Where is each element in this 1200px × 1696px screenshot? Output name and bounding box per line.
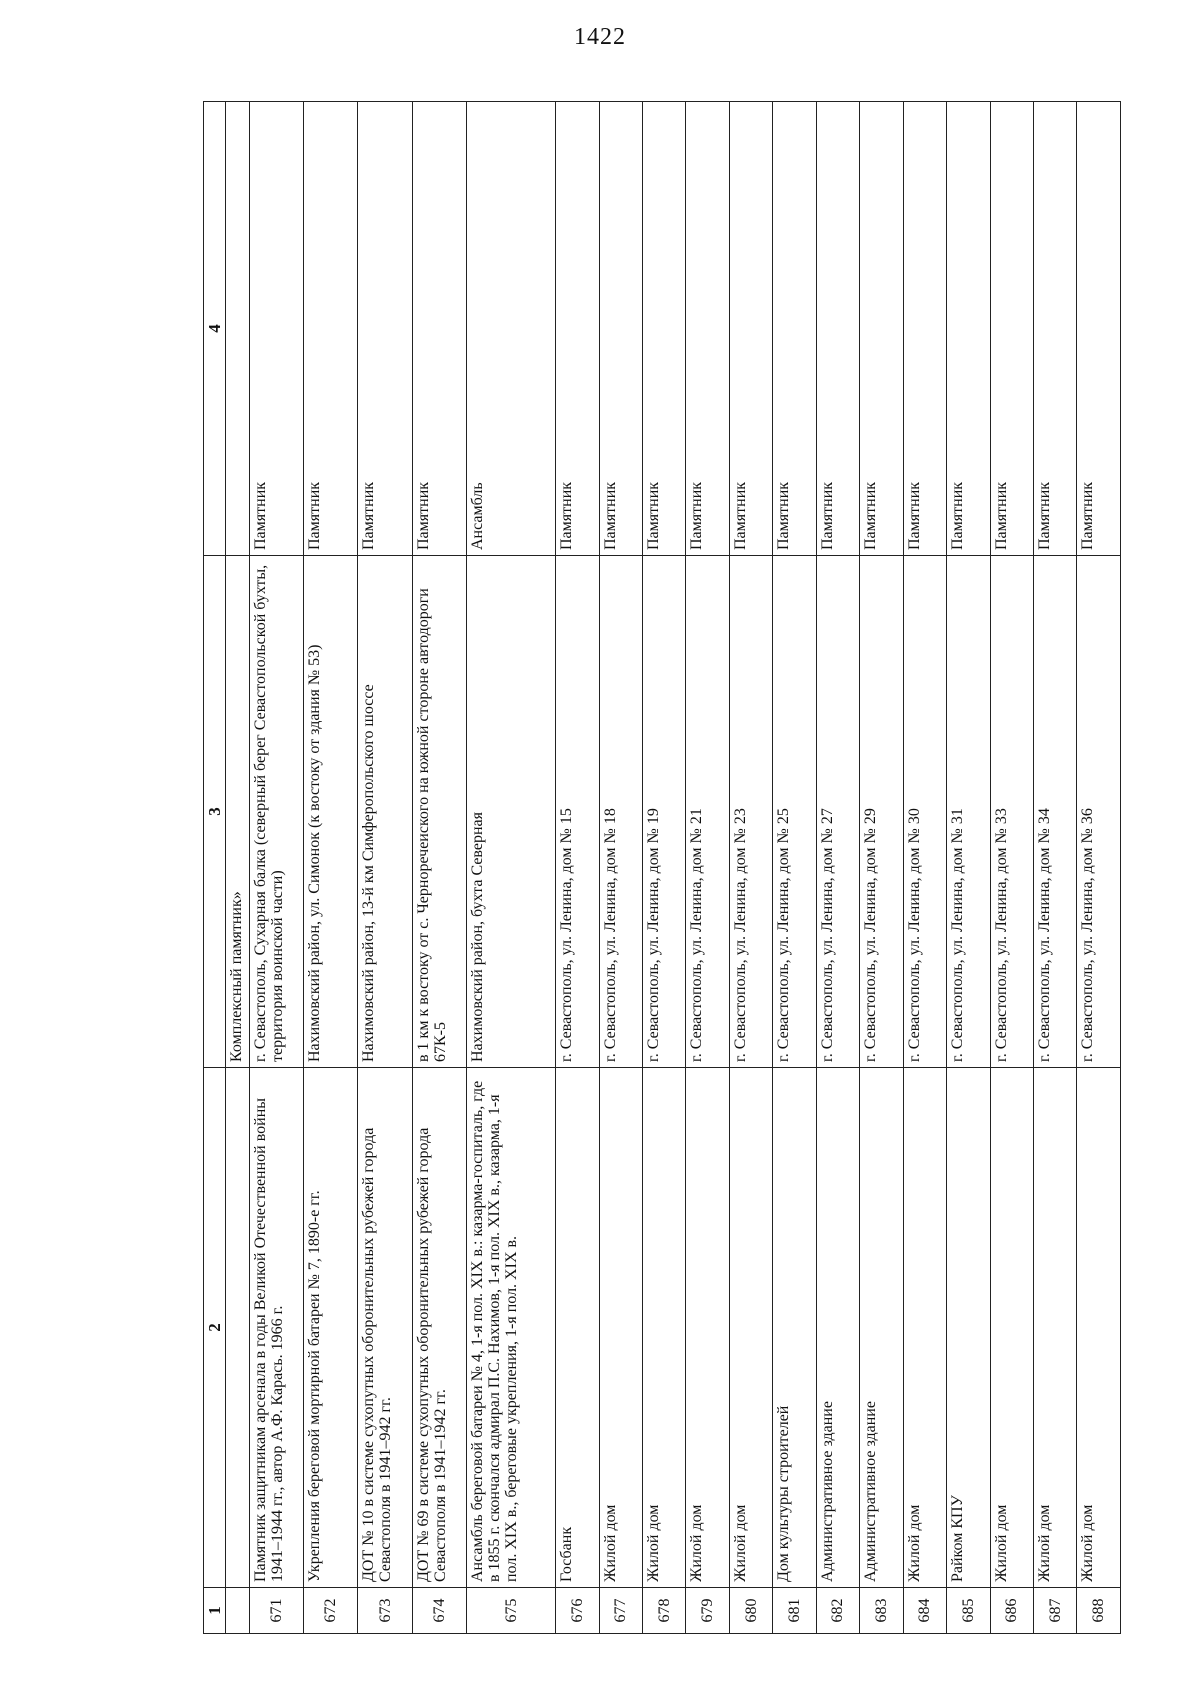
- row-type: Памятник: [249, 102, 303, 556]
- row-address: г. Севастополь, ул. Ленина, дом № 34: [1033, 556, 1076, 1068]
- table-row: [990, 102, 1033, 1634]
- row-address: г. Севастополь, ул. Ленина, дом № 19: [643, 556, 686, 1068]
- row-name: Жилой дом: [686, 1068, 729, 1588]
- row-type: Памятник: [1033, 102, 1076, 556]
- row-name: Госбанк: [556, 1068, 599, 1588]
- table-row: [1033, 102, 1076, 1634]
- row-type: Памятник: [304, 102, 358, 556]
- row-number: 686: [990, 1588, 1033, 1634]
- table-row: [412, 102, 466, 1634]
- table-row: [304, 102, 358, 1634]
- row-number: 684: [903, 1588, 946, 1634]
- row-name: Жилой дом: [1077, 1068, 1121, 1588]
- row-type: Памятник: [773, 102, 816, 556]
- column-header-4: 4: [204, 102, 226, 556]
- row-number: 673: [358, 1588, 412, 1634]
- table-body: [226, 102, 1121, 1634]
- row-number: 677: [599, 1588, 642, 1634]
- row-number: 678: [643, 1588, 686, 1634]
- row-name: Укрепления береговой мортирной батареи № 7, 1890-е гг.: [304, 1068, 358, 1588]
- row-name: Жилой дом: [1033, 1068, 1076, 1588]
- row-name: ДОТ № 10 в системе сухопутных оборонительных рубежей города Севастополя в 1941–942 гг.: [358, 1068, 412, 1588]
- column-header-3: 3: [204, 556, 226, 1068]
- page-number: 1422: [574, 24, 626, 50]
- row-name: Дом культуры строителей: [773, 1068, 816, 1588]
- row-address: г. Севастополь, ул. Ленина, дом № 36: [1077, 556, 1121, 1068]
- row-type: Памятник: [643, 102, 686, 556]
- row-number: 687: [1033, 1588, 1076, 1634]
- row-name: Жилой дом: [599, 1068, 642, 1588]
- table-row: [729, 102, 772, 1634]
- row-type: Памятник: [990, 102, 1033, 556]
- row-name: Жилой дом: [903, 1068, 946, 1588]
- row-number: 674: [412, 1588, 466, 1634]
- row-address: г. Севастополь, Сухарная балка (северный берег Севастопольской бухты, территория воинской части): [249, 556, 303, 1068]
- row-number: 679: [686, 1588, 729, 1634]
- table-row: [947, 102, 990, 1634]
- row-address: г. Севастополь, ул. Ленина, дом № 27: [816, 556, 859, 1068]
- row-type: Ансамбль: [467, 102, 556, 556]
- continuation-row: [226, 102, 250, 1634]
- row-number: 685: [947, 1588, 990, 1634]
- table-row: [860, 102, 903, 1634]
- row-address: г. Севастополь, ул. Ленина, дом № 23: [729, 556, 772, 1068]
- continuation-cell-2: [226, 1068, 250, 1588]
- row-address: г. Севастополь, ул. Ленина, дом № 15: [556, 556, 599, 1068]
- rotated-table-container: [203, 102, 1121, 1634]
- row-number: 671: [249, 1588, 303, 1634]
- row-address: г. Севастополь, ул. Ленина, дом № 33: [990, 556, 1033, 1068]
- continuation-cell-1: [226, 1588, 250, 1634]
- table-row: [599, 102, 642, 1634]
- row-type: Памятник: [947, 102, 990, 556]
- table-row: [773, 102, 816, 1634]
- row-name: Жилой дом: [990, 1068, 1033, 1588]
- row-name: Жилой дом: [643, 1068, 686, 1588]
- row-number: 682: [816, 1588, 859, 1634]
- table-row: [556, 102, 599, 1634]
- table-row: [249, 102, 303, 1634]
- row-name: Райком КПУ: [947, 1068, 990, 1588]
- row-number: 680: [729, 1588, 772, 1634]
- row-type: Памятник: [599, 102, 642, 556]
- row-type: Памятник: [358, 102, 412, 556]
- continuation-cell-4: [226, 102, 250, 556]
- table-row: [816, 102, 859, 1634]
- header-row: [204, 102, 226, 1634]
- row-type: Памятник: [903, 102, 946, 556]
- row-address: г. Севастополь, ул. Ленина, дом № 30: [903, 556, 946, 1068]
- row-number: 676: [556, 1588, 599, 1634]
- row-type: Памятник: [686, 102, 729, 556]
- continuation-text: Комплексный памятник»: [226, 556, 250, 1068]
- row-number: 683: [860, 1588, 903, 1634]
- table-row: [467, 102, 556, 1634]
- row-name: Памятник защитникам арсенала в годы Великой Отечественной войны 1941–1944 гг., автор А.Ф. Карась. 1966 г.: [249, 1068, 303, 1588]
- row-number: 688: [1077, 1588, 1121, 1634]
- row-address: г. Севастополь, ул. Ленина, дом № 31: [947, 556, 990, 1068]
- row-name: Административное здание: [860, 1068, 903, 1588]
- row-number: 675: [467, 1588, 556, 1634]
- column-header-1: 1: [204, 1588, 226, 1634]
- column-header-2: 2: [204, 1068, 226, 1588]
- row-name: Ансамбль береговой батареи № 4, 1-я пол. XIX в.: казарма-госпиталь, где в 1855 г. скончался адмирал П.С. Нахимов, 1-я пол. XIX в., казарма, 1-я пол. XIX в., береговые укрепления, 1-я пол. XIX в.: [467, 1068, 556, 1588]
- table-row: [1077, 102, 1121, 1634]
- row-number: 672: [304, 1588, 358, 1634]
- row-name: Жилой дом: [729, 1068, 772, 1588]
- row-type: Памятник: [1077, 102, 1121, 556]
- row-type: Памятник: [412, 102, 466, 556]
- row-number: 681: [773, 1588, 816, 1634]
- row-address: Нахимовский район, бухта Северная: [467, 556, 556, 1068]
- monuments-table: [203, 101, 1121, 1634]
- table-row: [903, 102, 946, 1634]
- row-type: Памятник: [556, 102, 599, 556]
- table-row: [686, 102, 729, 1634]
- row-address: г. Севастополь, ул. Ленина, дом № 21: [686, 556, 729, 1068]
- row-name: ДОТ № 69 в системе сухопутных оборонительных рубежей города Севастополя в 1941–1942 гг.: [412, 1068, 466, 1588]
- table-row: [643, 102, 686, 1634]
- row-address: г. Севастополь, ул. Ленина, дом № 18: [599, 556, 642, 1068]
- row-address: Нахимовский район, 13-й км Симферопольского шоссе: [358, 556, 412, 1068]
- row-type: Памятник: [860, 102, 903, 556]
- row-name: Административное здание: [816, 1068, 859, 1588]
- row-address: г. Севастополь, ул. Ленина, дом № 25: [773, 556, 816, 1068]
- row-type: Памятник: [816, 102, 859, 556]
- row-address: г. Севастополь, ул. Ленина, дом № 29: [860, 556, 903, 1068]
- table-row: [358, 102, 412, 1634]
- row-address: Нахимовский район, ул. Симонок (к востоку от здания № 53): [304, 556, 358, 1068]
- row-type: Памятник: [729, 102, 772, 556]
- row-address: в 1 км к востоку от с. Черноречеиского на южной стороне автодороги 67К-5: [412, 556, 466, 1068]
